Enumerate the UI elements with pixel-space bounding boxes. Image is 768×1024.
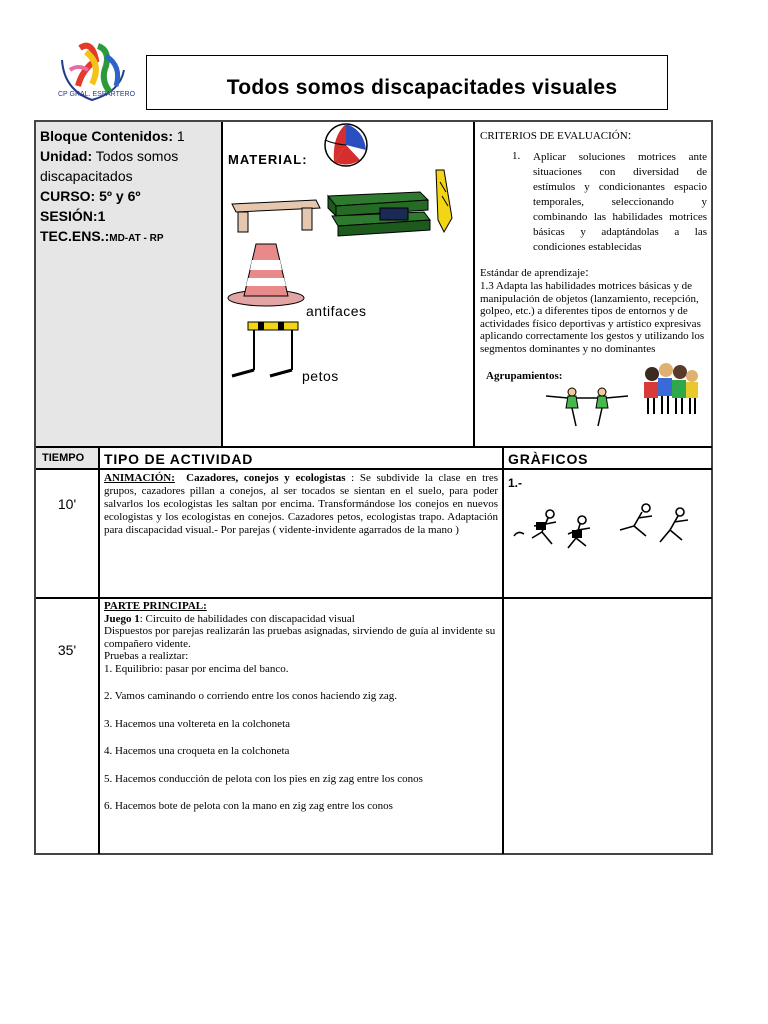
agrupamientos-label: Agrupamientos: (486, 370, 563, 382)
bloque-label: Bloque Contenidos: (40, 128, 173, 144)
divider (36, 597, 712, 599)
juego-label: Juego 1 (104, 612, 140, 625)
unidad-label: Unidad: (40, 148, 93, 164)
cone-icon (226, 240, 306, 313)
tec-label: TEC.ENS.: (40, 228, 110, 244)
estandar-text: 1.3 Adapta las habilidades motrices básicas y de manipulación de objetos (lanzamiento, recepción, golpeo, etc.) a diferentes tipos de entornos y de actividades físico deportivas y artístico expresivas aplicando correctamente los gestos y utilizando los segmentos dominantes y no dominantes (480, 280, 705, 355)
unidad-value: Todos somos discapacitados (40, 148, 179, 184)
pruebas-label: Pruebas a realiztar: (104, 650, 189, 662)
criterio-text: Aplicar soluciones motrices ante situaciones con diversidad de estímulos y condicionantes espacio temporales, seleccionando y combinando las habilidades motrices básicas y adaptándolas a las condiciones establecidas (533, 151, 707, 253)
tec-value: MD-AT - RP (109, 233, 164, 244)
title-box (146, 55, 668, 110)
group-children-icon (640, 362, 700, 423)
row2-intro: Dispuestos por parejas realizarán las pruebas asignadas, sirviendo de guía al invidente su compañero vidente. (104, 625, 496, 650)
juego-text: : Circuito de habilidades con discapacidad visual (139, 612, 355, 625)
tipo-header: TIPO DE ACTIVIDAD (104, 451, 254, 467)
prueba-item: 4. Hacemos una croqueta en la colchoneta (104, 745, 290, 757)
prueba-item: 5. Hacemos conducción de pelota con los pies en zig zag entre los conos (104, 772, 423, 785)
ball-icon (320, 122, 372, 173)
pair-children-icon (542, 384, 632, 433)
row1-graphic-label: 1.- (508, 476, 523, 490)
material-item-petos: petos (302, 368, 339, 384)
divider (221, 122, 223, 448)
divider (473, 122, 475, 448)
curso: CURSO: 5º y 6º (40, 188, 141, 204)
page-title: Todos somos discapacitades visuales (226, 76, 618, 99)
estandar-label: Estándar de aprendizaje: (480, 264, 589, 279)
row1-activity (104, 472, 498, 537)
info-cell (36, 122, 222, 446)
bloque-value: 1 (176, 128, 185, 144)
tiempo-header: TIEMPO (42, 452, 85, 464)
bench-icon (228, 196, 322, 241)
row2-activity (104, 600, 498, 813)
divider (98, 448, 100, 854)
row2-time: 35' (57, 642, 77, 658)
prueba-item: 2. Vamos caminando o corriendo entre los conos haciendo zig zag. (104, 690, 398, 702)
graficos-header: GRÀFICOS (508, 451, 589, 467)
sesion: SESIÓN:1 (40, 208, 106, 224)
criterio-number: 1. (512, 150, 521, 162)
row1-title: ANIMACIÓN: (104, 472, 175, 484)
prueba-item: 1. Equilibrio: pasar por encima del banco. (104, 662, 289, 675)
divider (502, 448, 504, 854)
row2-title: PARTE PRINCIPAL: (104, 600, 207, 612)
material-item-antifaces: antifaces (306, 303, 367, 319)
row1-time: 10' (57, 496, 77, 512)
row1-text: : Se subdivide la clase en tres grupos, cazadores pillan a conejos, al ser tocados se sientan en el suelo, para poder salvarlos los ecologistas les saltan por encima. Transformándose los conejos en nuevos ecologistas y los ecologistas en conejos. Cazadores petos, ecologistas trapo. Adaptación para discapacidad visual.- Por parejas ( vidente-invidente agarrados de la mano ) (104, 472, 499, 536)
school-logo (52, 40, 144, 114)
running-children-icon (510, 500, 700, 561)
material-label: MATERIAL: (228, 152, 308, 167)
tie-icon (430, 168, 458, 239)
prueba-item: 6. Hacemos bote de pelota con la mano en zig zag entre los conos (104, 800, 393, 812)
logo-text: CP GRAL. ESPARTERO (58, 91, 136, 98)
hurdle-icon (226, 318, 302, 387)
criterios-heading: CRITERIOS DE EVALUACIÓN: (480, 127, 632, 142)
mat-icon (324, 186, 432, 243)
prueba-item: 3. Hacemos una voltereta en la colchoneta (104, 717, 291, 730)
row1-game: Cazadores, conejos y ecologistas (186, 472, 346, 484)
